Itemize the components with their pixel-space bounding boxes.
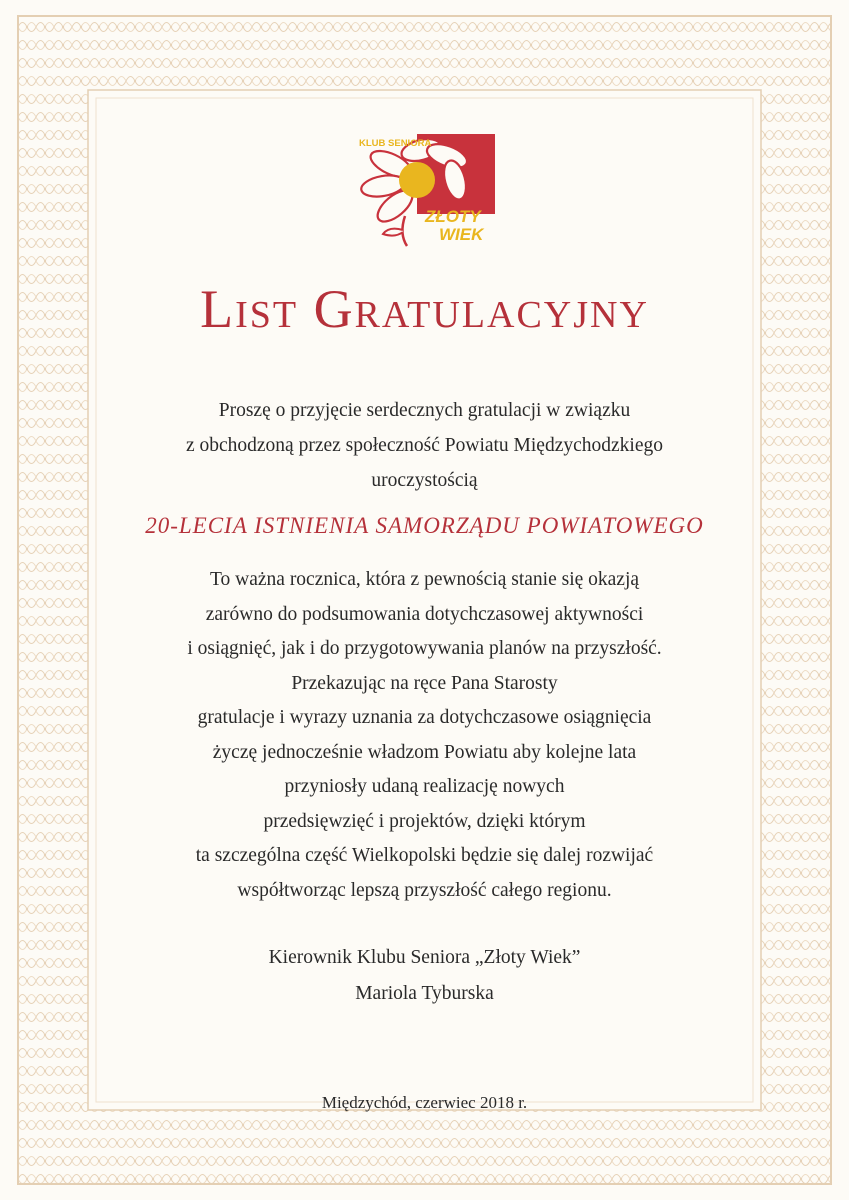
body-line: zarówno do podsumowania dotychczasowej aktywności: [205, 603, 644, 625]
body-line: Przekazując na ręce Pana Starosty: [291, 672, 558, 694]
body-line: gratulacje i wyrazy uznania za dotychczasowe osiągnięcia: [197, 707, 652, 728]
signature-name: Mariola Tyburska: [355, 983, 494, 1004]
main-paragraph: [60, 563, 789, 908]
body-line: życzę jednocześnie władzom Powiatu aby kolejne lata: [212, 741, 637, 763]
body-line: współtworząc lepszą przyszłość całego regionu.: [237, 879, 612, 901]
body-line: przyniosły udaną realizację nowych: [284, 776, 565, 797]
body-line: To ważna rocznica, która z pewnością stanie się okazją: [209, 569, 640, 590]
body-line: ta szczególna część Wielkopolski będzie się dalej rozwijać: [195, 845, 654, 866]
body-line: i osiągnięć, jak i do przygotowywania planów na przyszłość.: [187, 638, 662, 659]
logo-line1: ZŁOTY: [425, 207, 481, 226]
intro-line: uroczystością: [371, 470, 478, 491]
intro-line: Proszę o przyjęcie serdecznych gratulacji w związku: [218, 400, 631, 421]
signature-role: Kierownik Klubu Seniora „Złoty Wiek”: [268, 947, 581, 968]
certificate-title: List Gratulacyjny: [200, 279, 649, 339]
logo-top-text: KLUB SENIORA: [359, 138, 432, 149]
body-line: przedsięwzięć i projektów, dzięki którym: [263, 810, 586, 832]
intro-line: z obchodzoną przez społeczność Powiatu Międzychodzkiego: [185, 435, 664, 456]
logo-line2: WIEK: [439, 225, 484, 244]
place-date: Międzychód, czerwiec 2018 r.: [321, 1093, 528, 1112]
klub-seniora-logo: [355, 134, 500, 252]
signature-block: [60, 940, 789, 1012]
occasion-heading: 20-LECIA ISTNIENIA SAMORZĄDU POWIATOWEGO: [145, 513, 704, 538]
intro-paragraph: [60, 393, 789, 498]
